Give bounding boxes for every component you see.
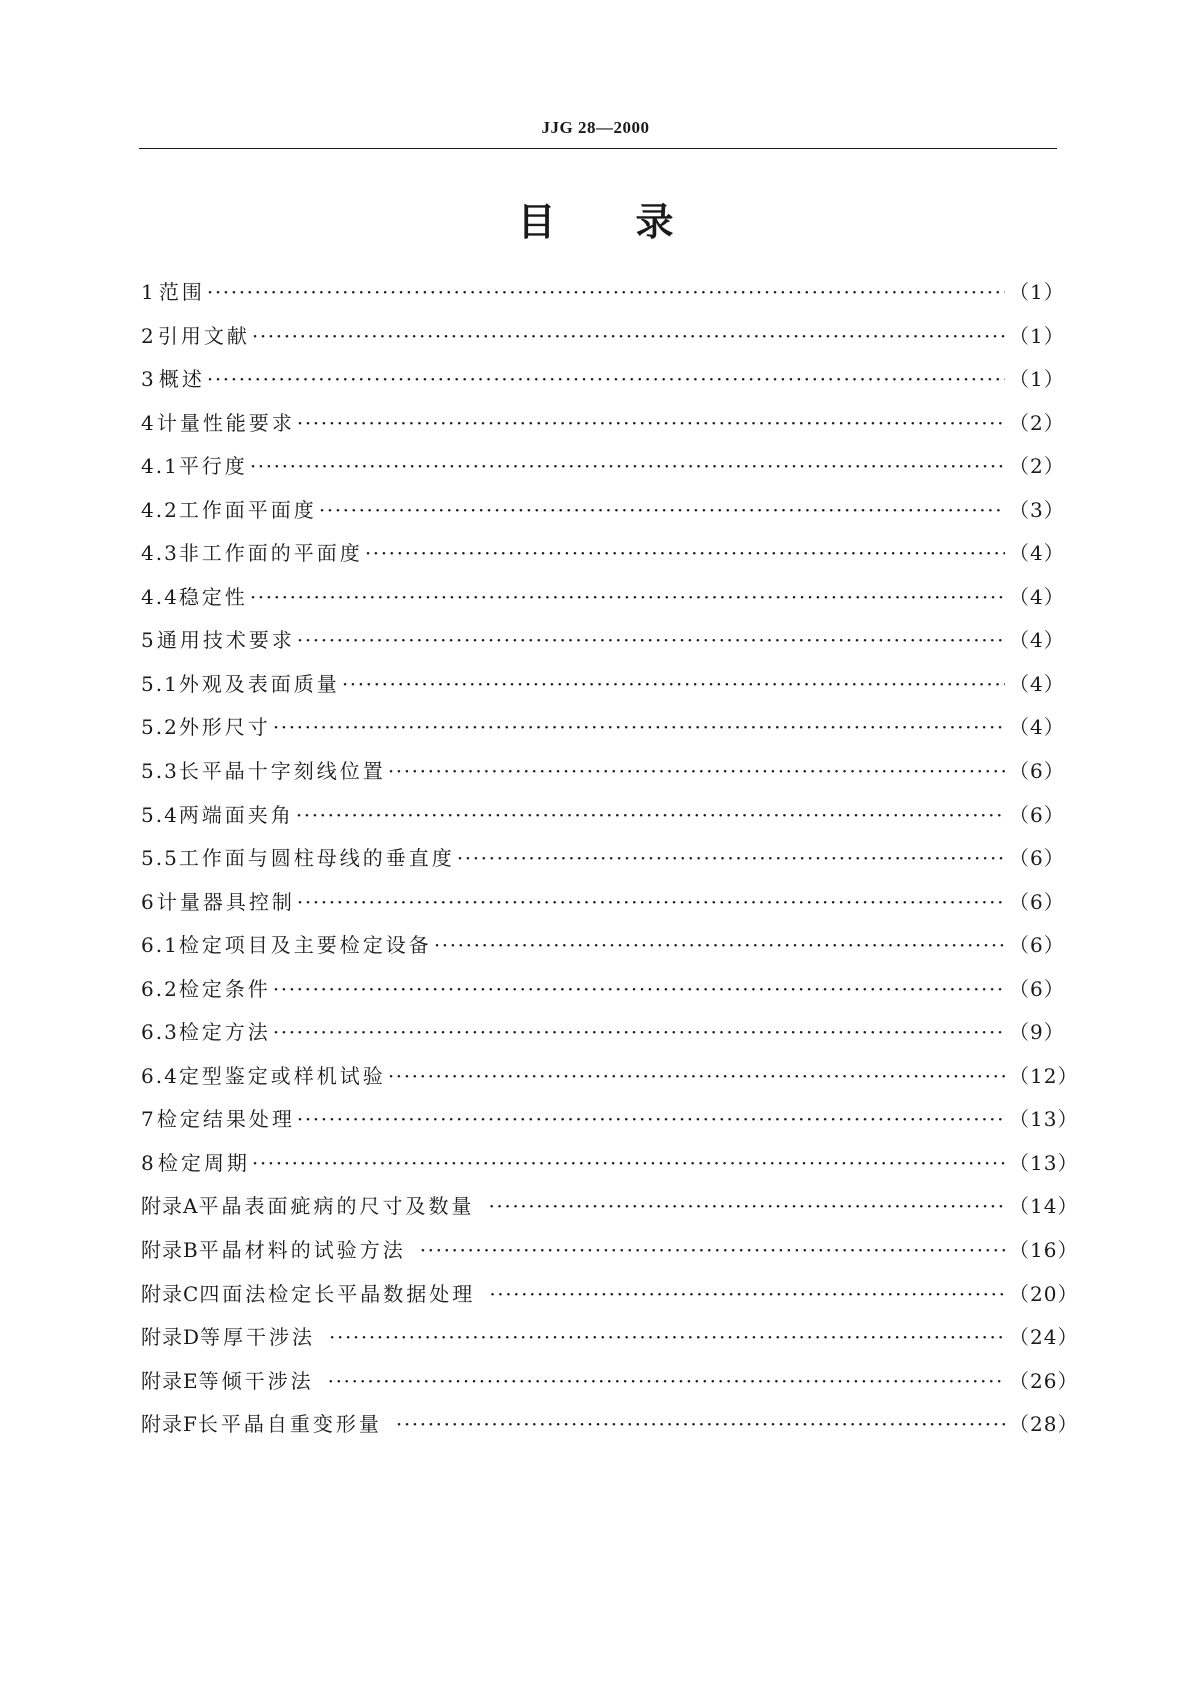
toc-entry-number: 6.3 xyxy=(141,1020,179,1045)
page-title xyxy=(0,196,1191,248)
toc-entry[interactable] xyxy=(141,794,1065,838)
toc-entry-label: 引用文献 xyxy=(157,323,250,348)
toc-entry[interactable] xyxy=(141,1011,1065,1055)
toc-entry-number: 6.1 xyxy=(141,933,179,958)
toc-entry-page: （24） xyxy=(1009,1325,1079,1350)
toc-entry-number: 5 xyxy=(141,628,156,653)
toc-entry-label: 长平晶十字刻线位置 xyxy=(178,759,386,784)
toc-entry-number: 附录E xyxy=(141,1368,199,1393)
toc-entry[interactable] xyxy=(141,1055,1079,1099)
toc-dot-leader xyxy=(388,750,1005,794)
toc-entry-label: 外观及表面质量 xyxy=(178,671,340,696)
toc-entry-number: 1 xyxy=(141,280,156,304)
toc-entry-page: （26） xyxy=(1009,1368,1079,1393)
toc-entry-number: 5.3 xyxy=(141,759,179,784)
toc-entry-page: （4） xyxy=(1009,715,1065,740)
toc-entry-page: （4） xyxy=(1009,671,1065,696)
toc-entry-label: 两端面夹角 xyxy=(178,802,294,827)
toc-entry-label: 通用技术要求 xyxy=(156,628,295,653)
toc-entry-page: （6） xyxy=(1009,802,1065,827)
toc-entry[interactable] xyxy=(141,315,1065,359)
toc-entry-label: 平晶材料的试验方法 xyxy=(198,1238,406,1263)
toc-entry-label: 等倾干涉法 xyxy=(198,1368,314,1393)
toc-entry-page: （4） xyxy=(1009,628,1065,653)
toc-entry-number: 5.1 xyxy=(141,671,179,696)
toc-entry-label: 平晶表面疵病的尺寸及数量 xyxy=(198,1194,475,1219)
document-code-header: JJG 28—2000 xyxy=(541,118,650,137)
toc-entry-number: 附录D xyxy=(141,1325,201,1350)
toc-entry-number: 6.4 xyxy=(141,1063,179,1088)
toc-entry[interactable] xyxy=(141,881,1065,925)
toc-entry[interactable] xyxy=(141,619,1065,663)
toc-entry-page: （1） xyxy=(1009,367,1065,392)
toc-entry-page: （4） xyxy=(1009,584,1065,609)
toc-dot-leader xyxy=(329,1316,1005,1360)
toc-entry-label: 计量器具控制 xyxy=(156,889,295,914)
toc-entry[interactable] xyxy=(141,837,1065,881)
toc-dot-leader xyxy=(207,271,1005,315)
toc-entry-label: 工作面与圆柱母线的垂直度 xyxy=(178,846,455,871)
toc-entry-page: （3） xyxy=(1009,497,1065,522)
toc-entry-label: 稳定性 xyxy=(178,584,248,609)
toc-entry[interactable] xyxy=(141,271,1065,315)
toc-entry[interactable] xyxy=(141,445,1065,489)
toc-entry-number: 5.5 xyxy=(141,846,179,871)
toc-dot-leader xyxy=(434,924,1005,968)
toc-entry-label: 平行度 xyxy=(178,454,248,479)
toc-entry[interactable] xyxy=(141,1142,1079,1186)
toc-entry-number: 4.1 xyxy=(141,454,179,479)
table-of-contents xyxy=(141,271,1079,1447)
toc-entry-number: 8 xyxy=(141,1150,156,1175)
toc-dot-leader xyxy=(297,402,1005,446)
toc-entry-number: 附录F xyxy=(141,1412,198,1437)
toc-entry-page: （16） xyxy=(1009,1238,1079,1263)
toc-entry-number: 附录B xyxy=(141,1238,199,1263)
toc-dot-leader xyxy=(252,1142,1005,1186)
toc-dot-leader xyxy=(457,837,1005,881)
toc-entry-page: （9） xyxy=(1009,1020,1065,1045)
toc-entry-number: 3 xyxy=(141,367,156,392)
toc-entry-page: （12） xyxy=(1009,1063,1079,1088)
toc-entry[interactable] xyxy=(141,1185,1079,1229)
toc-entry-number: 2 xyxy=(141,323,156,348)
toc-entry-page: （1） xyxy=(1009,323,1065,348)
toc-entry-page: （28） xyxy=(1009,1412,1079,1437)
page-title-part-2: 录 xyxy=(635,200,674,244)
toc-entry-number: 6 xyxy=(141,889,156,914)
toc-entry-number: 4.3 xyxy=(141,541,179,566)
toc-entry-page: （13） xyxy=(1009,1150,1079,1175)
toc-entry[interactable] xyxy=(141,1316,1079,1360)
toc-entry-page: （6） xyxy=(1009,889,1065,914)
toc-entry[interactable] xyxy=(141,1229,1079,1273)
toc-entry-page: （20） xyxy=(1009,1281,1079,1306)
toc-entry[interactable] xyxy=(141,358,1065,402)
toc-dot-leader xyxy=(297,1098,1005,1142)
toc-dot-leader xyxy=(273,706,1005,750)
toc-entry-number: 7 xyxy=(141,1107,156,1132)
toc-entry-label: 检定结果处理 xyxy=(156,1107,295,1132)
toc-entry-label: 范围 xyxy=(158,280,205,304)
toc-entry[interactable] xyxy=(141,402,1065,446)
toc-dot-leader xyxy=(396,1403,1005,1447)
toc-entry-label: 等厚干涉法 xyxy=(200,1325,316,1350)
toc-entry[interactable] xyxy=(141,968,1065,1012)
toc-entry-page: （14） xyxy=(1009,1194,1079,1219)
toc-entry-label: 工作面平面度 xyxy=(178,497,317,522)
toc-entry-number: 附录A xyxy=(141,1194,199,1219)
toc-entry[interactable] xyxy=(141,706,1065,750)
toc-entry[interactable] xyxy=(141,1360,1079,1404)
toc-dot-leader xyxy=(328,1360,1005,1404)
toc-dot-leader xyxy=(273,1011,1005,1055)
toc-dot-leader xyxy=(488,1185,1005,1229)
toc-dot-leader xyxy=(297,881,1005,925)
toc-entry-number: 5.4 xyxy=(141,802,179,827)
toc-entry-number: 附录C xyxy=(141,1281,200,1306)
toc-dot-leader xyxy=(250,576,1005,620)
toc-entry-label: 外形尺寸 xyxy=(178,715,271,740)
toc-entry-label: 计量性能要求 xyxy=(156,410,295,435)
toc-entry-number: 4.2 xyxy=(141,497,179,522)
toc-dot-leader xyxy=(342,663,1005,707)
toc-entry-label: 检定条件 xyxy=(178,976,271,1001)
toc-dot-leader xyxy=(250,445,1005,489)
toc-entry-page: （13） xyxy=(1009,1107,1079,1132)
toc-entry-label: 检定方法 xyxy=(178,1020,271,1045)
toc-entry-label: 非工作面的平面度 xyxy=(178,541,363,566)
toc-entry-page: （6） xyxy=(1009,933,1065,958)
toc-dot-leader xyxy=(420,1229,1005,1273)
toc-entry-page: （1） xyxy=(1009,280,1065,304)
toc-entry-page: （2） xyxy=(1009,454,1065,479)
toc-entry[interactable] xyxy=(141,750,1065,794)
toc-entry-page: （6） xyxy=(1009,976,1065,1001)
toc-entry-label: 四面法检定长平晶数据处理 xyxy=(199,1281,476,1306)
header-divider xyxy=(139,148,1057,149)
toc-entry-page: （2） xyxy=(1009,410,1065,435)
toc-dot-leader xyxy=(273,968,1005,1012)
toc-entry[interactable] xyxy=(141,1273,1079,1317)
toc-entry-number: 6.2 xyxy=(141,976,179,1001)
toc-entry-number: 5.2 xyxy=(141,715,179,740)
toc-entry-page: （6） xyxy=(1009,846,1065,871)
toc-dot-leader xyxy=(252,315,1005,359)
toc-dot-leader xyxy=(388,1055,1005,1099)
toc-dot-leader xyxy=(296,794,1005,838)
toc-entry-label: 检定项目及主要检定设备 xyxy=(178,933,432,958)
toc-entry-page: （6） xyxy=(1009,759,1065,784)
toc-entry-label: 检定周期 xyxy=(157,1150,250,1175)
toc-dot-leader xyxy=(365,532,1005,576)
toc-entry-label: 概述 xyxy=(158,367,205,392)
toc-entry[interactable] xyxy=(141,663,1065,707)
toc-entry[interactable] xyxy=(141,532,1065,576)
toc-entry[interactable] xyxy=(141,489,1065,533)
toc-entry-number: 4 xyxy=(141,410,156,435)
toc-entry[interactable] xyxy=(141,924,1065,968)
toc-entry-number: 4.4 xyxy=(141,584,179,609)
toc-entry-page: （4） xyxy=(1009,541,1065,566)
toc-entry[interactable] xyxy=(141,1403,1079,1447)
toc-entry-label: 长平晶自重变形量 xyxy=(197,1412,382,1437)
toc-entry[interactable] xyxy=(141,576,1065,620)
toc-entry-label: 定型鉴定或样机试验 xyxy=(178,1063,386,1088)
page-title-part-1: 目 xyxy=(517,200,556,244)
toc-dot-leader xyxy=(319,489,1005,533)
toc-dot-leader xyxy=(297,619,1005,663)
toc-entry[interactable] xyxy=(141,1098,1079,1142)
toc-dot-leader xyxy=(489,1273,1005,1317)
toc-dot-leader xyxy=(207,358,1005,402)
